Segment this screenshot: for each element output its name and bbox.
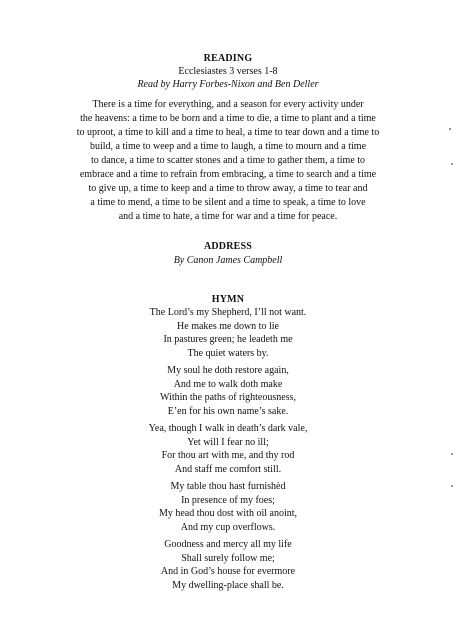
hymn-stanza-3 <box>0 422 456 476</box>
hymn-line: My head thou dost with oil anoint, <box>158 508 298 519</box>
hymn-line: Yea, though I walk in death’s dark vale, <box>148 423 308 434</box>
scan-speck <box>451 163 453 165</box>
reading-line: embrace and a time to refrain from embracing, a time to search and a time <box>79 169 377 180</box>
hymn-heading: HYMN <box>211 294 245 305</box>
hymn-line: And in God’s house for evermore <box>160 566 296 577</box>
address-heading: ADDRESS <box>203 241 253 252</box>
hymn-line: My table thou hast furnishèd <box>170 481 286 492</box>
hymn-line: Yet will I fear no ill; <box>187 436 269 448</box>
hymn-stanza-4 <box>0 480 456 534</box>
hymn-line: In pastures green; he leadeth me <box>163 334 293 345</box>
hymn-stanza-1 <box>0 306 456 360</box>
address-speaker: By Canon James Campbell <box>173 255 283 266</box>
reading-line: build, a time to weep and a time to laugh, a time to mourn and a time <box>89 141 367 152</box>
reading-line: the heavens: a time to be born and a time to die, a time to plant and a time <box>80 113 376 124</box>
hymn-line: And my cup overflows. <box>180 521 276 533</box>
reading-line: There is a time for everything, and a season for every activity under <box>92 99 364 110</box>
reading-passage <box>0 98 456 224</box>
scan-speck <box>451 453 453 455</box>
scan-speck <box>451 485 453 487</box>
hymn-line: My dwelling-place shall be. <box>172 579 284 591</box>
hymn-line: For thou art with me, and thy rod <box>161 450 295 461</box>
hymn-line: My soul he doth restore again, <box>167 365 289 376</box>
reading-line: to uproot, a time to kill and a time to heal, a time to tear down and a time to <box>76 127 380 138</box>
scan-speck <box>449 128 451 130</box>
reading-readers: Read by Harry Forbes-Nixon and Ben Deller <box>137 79 319 90</box>
reading-reference: Ecclesiastes 3 verses 1-8 <box>178 66 278 77</box>
reading-heading: READING <box>203 53 253 64</box>
reading-line: a time to mend, a time to be silent and a time to speak, a time to love <box>90 197 366 208</box>
hymn-line: And staff me comfort still. <box>174 463 282 475</box>
hymn-line: E’en for his own name’s sake. <box>167 405 289 417</box>
hymn-line: Goodness and mercy all my life <box>164 539 292 550</box>
hymn-line: Shall surely follow me; <box>181 552 275 564</box>
hymn-stanza-5 <box>0 538 456 592</box>
hymn-line: He makes me down to lie <box>177 320 279 332</box>
reading-line: to give up, a time to keep and a time to throw away, a time to tear and <box>88 183 368 194</box>
hymn-line: The quiet waters by. <box>187 347 269 359</box>
reading-line: and a time to hate, a time for war and a time for peace. <box>118 211 338 222</box>
hymn-line: In presence of my foes; <box>181 494 275 506</box>
reading-line: to dance, a time to scatter stones and a time to gather them, a time to <box>90 155 366 166</box>
hymn-stanza-2 <box>0 364 456 418</box>
hymn-line: The Lord’s my Shepherd, I’ll not want. <box>149 307 307 318</box>
hymn-line: And me to walk doth make <box>173 378 283 390</box>
hymn-line: Within the paths of righteousness, <box>160 392 296 403</box>
